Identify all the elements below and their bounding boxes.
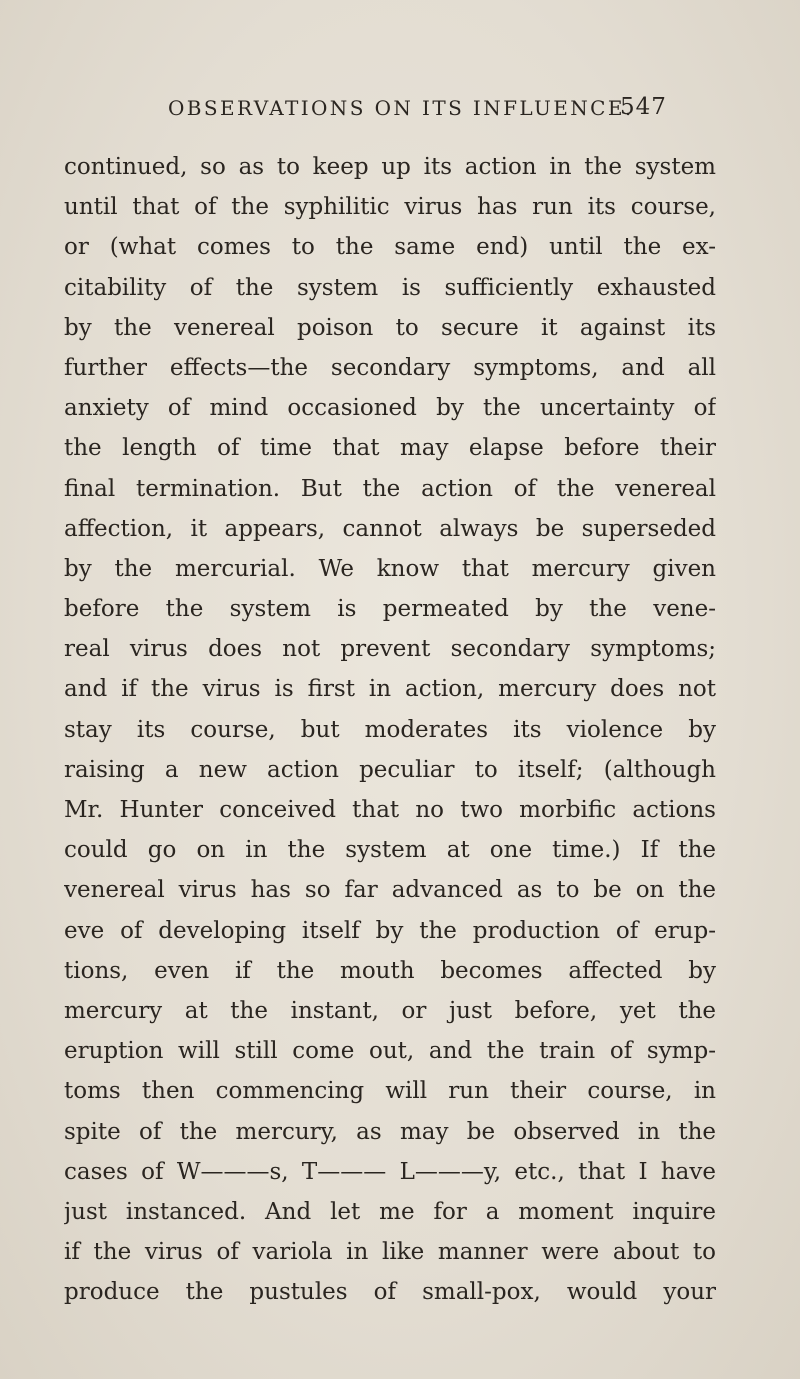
text-line: citability of the system is sufficiently exhausted <box>64 274 716 301</box>
running-title: OBSERVATIONS ON ITS INFLUENCE. <box>168 96 634 120</box>
text-line: before the system is permeated by the vene- <box>64 596 716 623</box>
text-line: further effects—the secondary symptoms, and all <box>64 354 716 381</box>
text-line: continued, so as to keep up its action in the system <box>64 154 716 180</box>
text-line: and if the virus is first in action, mercury does not <box>64 676 716 703</box>
text-line: just instanced. And let me for a moment inquire <box>64 1198 716 1225</box>
text-line: or (what comes to the same end) until the ex- <box>64 234 716 261</box>
text-line: venereal virus has so far advanced as to be on the <box>64 877 716 904</box>
text-line: toms then commencing will run their course, in <box>64 1078 716 1105</box>
text-line: eve of developing itself by the production of erup- <box>64 917 716 944</box>
text-line: by the mercurial. We know that mercury given <box>64 555 716 582</box>
text-line: cases of W———s, T——— L———y, etc., that I have <box>64 1158 716 1185</box>
text-line: real virus does not prevent secondary symptoms; <box>64 636 716 663</box>
text-line: anxiety of mind occasioned by the uncertainty of <box>64 395 716 422</box>
text-line: until that of the syphilitic virus has run its course, <box>64 194 716 221</box>
text-line: tions, even if the mouth becomes affected by <box>64 957 716 984</box>
text-line: could go on in the system at one time.) If the <box>64 837 716 864</box>
text-line: the length of time that may elapse before their <box>64 435 716 462</box>
text-line: final termination. But the action of the venereal <box>64 475 716 502</box>
text-line: eruption will still come out, and the train of symp- <box>64 1038 716 1065</box>
running-header <box>168 96 708 120</box>
text-line: spite of the mercury, as may be observed in the <box>64 1118 716 1145</box>
page-number: 547 <box>620 94 667 120</box>
body-text <box>64 147 716 1312</box>
text-line: by the venereal poison to secure it against its <box>64 314 716 341</box>
text-line: stay its course, but moderates its violence by <box>64 716 716 743</box>
text-line: produce the pustules of small-pox, would your <box>64 1279 716 1306</box>
text-line: affection, it appears, cannot always be superseded <box>64 515 716 542</box>
text-line: mercury at the instant, or just before, yet the <box>64 997 716 1024</box>
text-line: raising a new action peculiar to itself; (although <box>64 756 716 783</box>
text-line: Mr. Hunter conceived that no two morbific actions <box>64 797 716 823</box>
text-line: if the virus of variola in like manner were about to <box>64 1239 716 1266</box>
